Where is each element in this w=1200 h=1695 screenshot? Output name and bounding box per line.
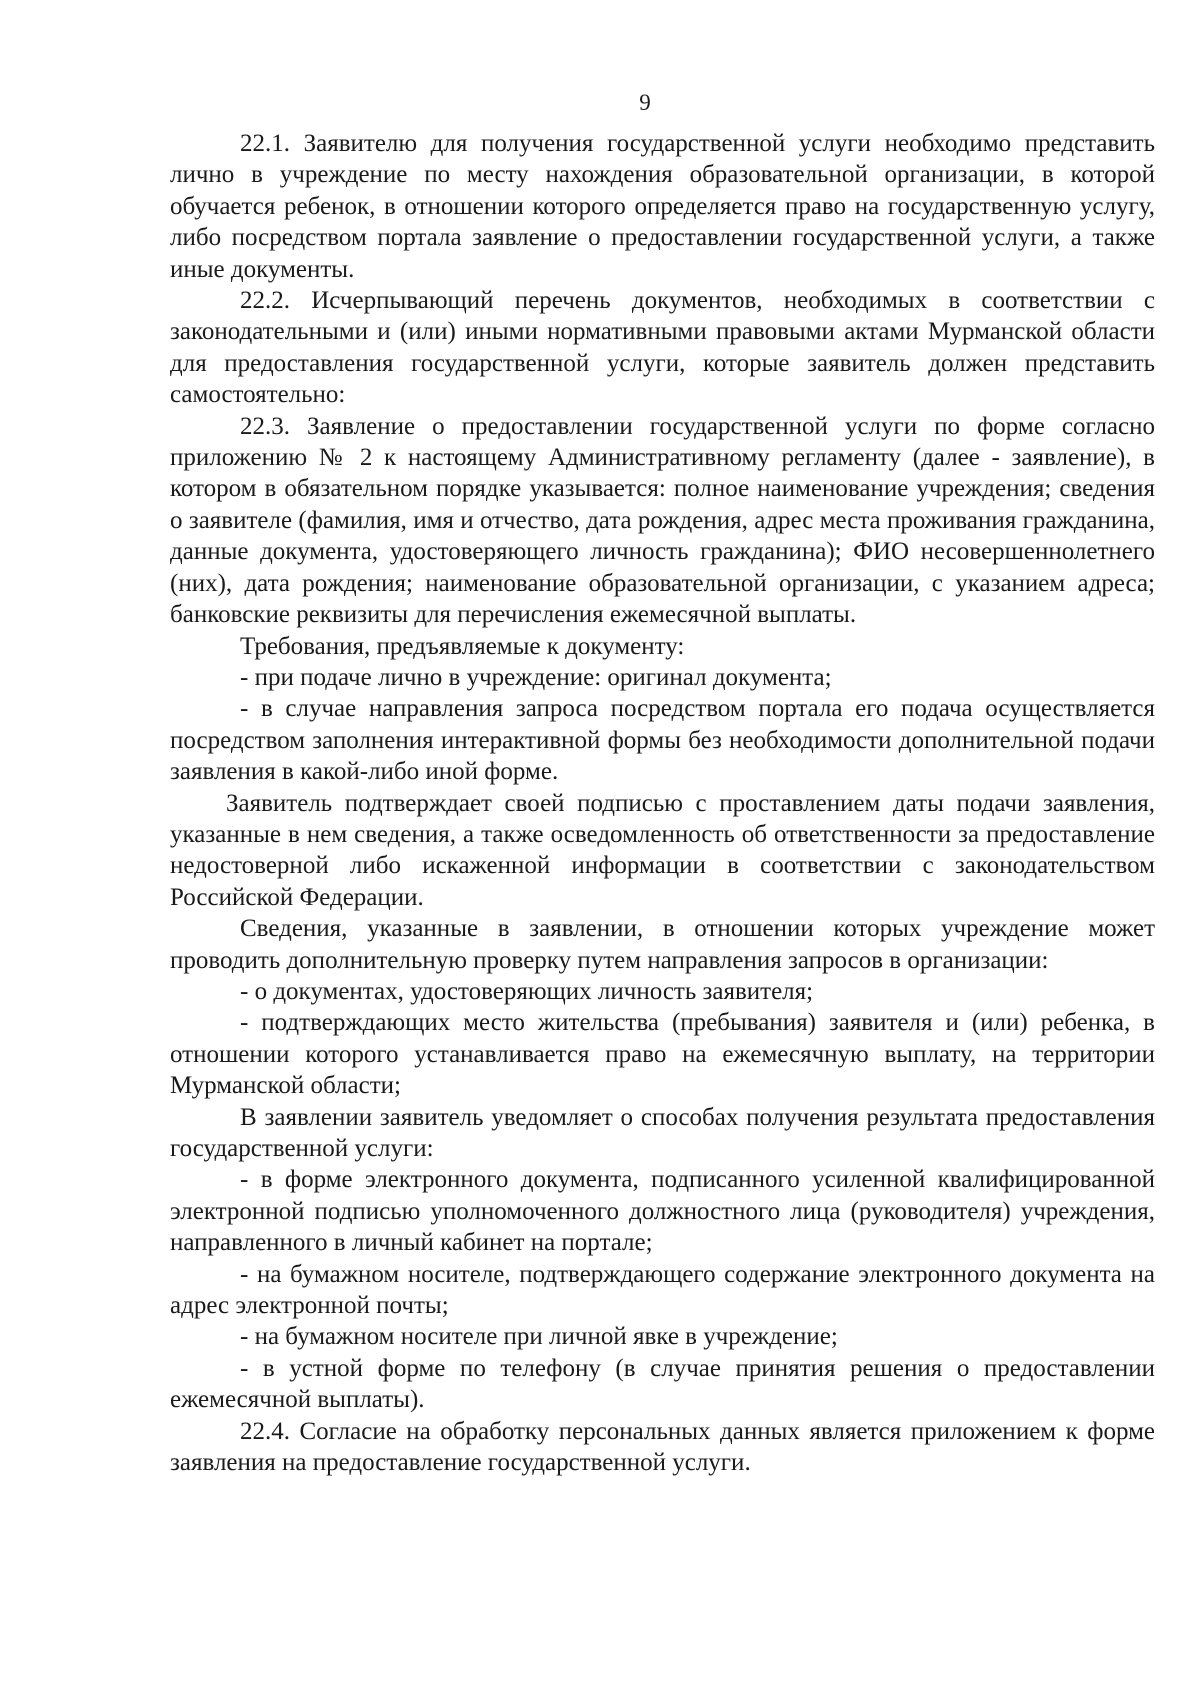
paragraph-22-3: 22.3. Заявление о предоставлении государственной услуги по форме согласно приложению № 2 к настоящему Административному регламенту (далее - заявление), в котором в обязательном порядке указывается: полное наименование учреждения; сведения о заявителе (фамилия, имя и отчество, дата рождения, адрес места проживания гражданина, данные документа, удостоверяющего личность гражданина); ФИО несовершеннолетнего (них), дата рождения; наименование образовательной организации, с указанием адреса; банковские реквизиты для перечисления ежемесячной выплаты. (170, 412, 1155, 629)
paragraph-result-methods: В заявлении заявитель уведомляет о способах получения результата предоставления государственной услуги: (170, 1103, 1155, 1162)
list-item-paper-in-person: - на бумажном носителе при личной явке в учреждение; (240, 1323, 838, 1351)
list-item-paper-email: - на бумажном носителе, подтверждающего содержание электронного документа на адрес электронной почты; (170, 1260, 1155, 1320)
list-item-portal: - в случае направления запроса посредством портала его подача осуществляется посредством заполнения интерактивной формы без необходимости дополнительной подачи заявления в какой-либо иной форме. (170, 695, 1155, 786)
list-item-residence: - подтверждающих место жительства (пребывания) заявителя и (или) ребенка, в отношении которого устанавливается право на ежемесячную выплату, на территории Мурманской области; (170, 1009, 1155, 1100)
paragraph-22-2: 22.2. Исчерпывающий перечень документов, необходимых в соответствии с законодательными и (или) иными нормативными правовыми актами Мурманской области для предоставления государственной услуги, которые заявитель должен представить самостоятельно: (170, 287, 1155, 409)
paragraph-22-1: 22.1. Заявителю для получения государственной услуги необходимо представить лично в учреждение по месту нахождения образовательной организации, в которой обучается ребенок, в отношении которого определяется право на государственную услугу, либо посредством портала заявление о предоставлении государственной услуги, а также иные документы. (170, 130, 1155, 283)
document-body (170, 128, 1155, 1478)
list-item-in-person: - при подаче лично в учреждение: оригинал документа; (240, 663, 832, 691)
paragraph-applicant-confirms: Заявитель подтверждает своей подписью с проставлением даты подачи заявления, указанные в нем сведения, а также осведомленность об ответственности за предоставление недостоверной либо искаженной информации в соответствии с законодательством Российской Федерации. (170, 789, 1155, 911)
list-item-identity-documents: - о документах, удостоверяющих личность заявителя; (240, 977, 814, 1005)
list-item-electronic-document: - в форме электронного документа, подписанного усиленной квалифицированной электронной подписью уполномоченного должностного лица (руководителя) учреждения, направленного в личный кабинет на портале; (170, 1166, 1155, 1257)
paragraph-22-4: 22.4. Согласие на обработку персональных данных является приложением к форме заявления на предоставление государственной услуги. (170, 1417, 1155, 1477)
paragraph-requirements-heading: Требования, предъявляемые к документу: (240, 632, 685, 660)
paragraph-verification-info: Сведения, указанные в заявлении, в отношении которых учреждение может проводить дополнительную проверку путем направления запросов в организации: (170, 915, 1155, 974)
list-item-phone: - в устной форме по телефону (в случае принятия решения о предоставлении ежемесячной выплаты). (170, 1354, 1155, 1414)
page-number: 9 (639, 90, 651, 115)
